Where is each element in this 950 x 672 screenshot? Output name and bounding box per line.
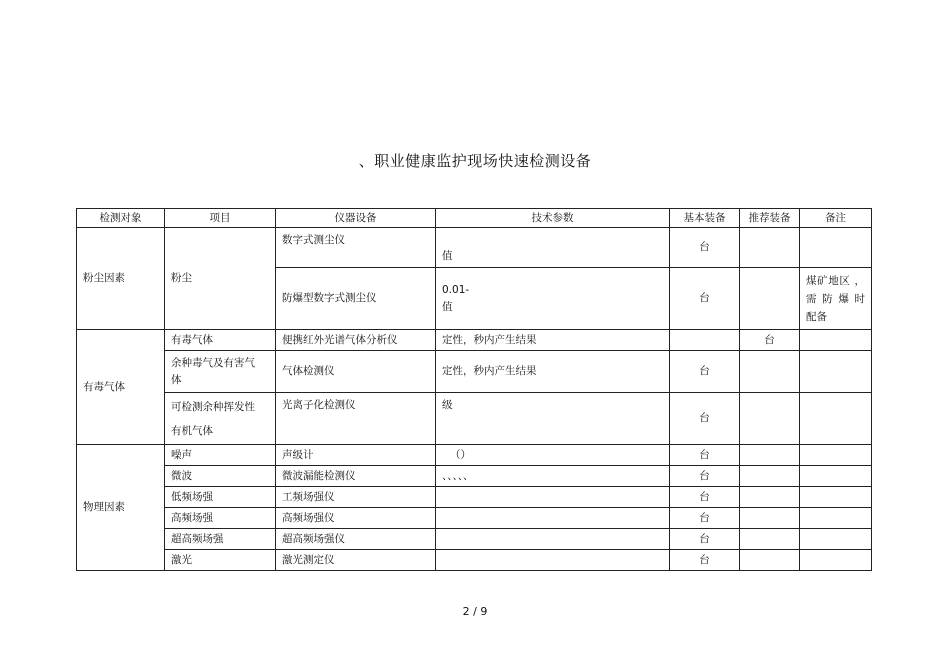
dust-device-2: 防爆型数字式测尘仪: [276, 268, 436, 330]
physical-recommended-3: [740, 487, 800, 508]
physical-basic-2: 台: [670, 466, 740, 487]
gas-device-2: 气体检测仪: [276, 351, 436, 393]
gas-basic-3: 台: [670, 393, 740, 445]
physical-recommended-4: [740, 508, 800, 529]
table-row: [77, 393, 872, 445]
header-note: 备注: [800, 209, 872, 228]
table-row: [77, 351, 872, 393]
table-row: [77, 466, 872, 487]
physical-recommended-6: [740, 550, 800, 571]
gas-item-1: 有毒气体: [165, 330, 276, 351]
gas-recommended-1: 台: [740, 330, 800, 351]
table-row: [77, 487, 872, 508]
header-recommended: 推荐装备: [740, 209, 800, 228]
physical-recommended-5: [740, 529, 800, 550]
header-device: 仪器设备: [276, 209, 436, 228]
physical-basic-1: 台: [670, 445, 740, 466]
dust-recommended-2: [740, 268, 800, 330]
dust-basic-2: 台: [670, 268, 740, 330]
gas-param-2: 定性，秒内产生结果: [436, 351, 670, 393]
table-row: [77, 228, 872, 268]
gas-basic-2: 台: [670, 351, 740, 393]
table-row: [77, 529, 872, 550]
dust-param-2-line1: 0.01-: [442, 283, 470, 296]
physical-recommended-1: [740, 445, 800, 466]
physical-note-3: [800, 487, 872, 508]
gas-object: 有毒气体: [77, 330, 165, 445]
physical-note-4: [800, 508, 872, 529]
gas-item-2-line2: 体: [171, 373, 182, 386]
header-params: 技术参数: [436, 209, 670, 228]
page-title: 、职业健康监护现场快速检测设备: [358, 152, 592, 170]
dust-note-2: [800, 268, 872, 330]
dust-device-1: 数字式测尘仪: [276, 228, 436, 268]
gas-item-2-line1: 余种毒气及有害气: [171, 356, 255, 369]
dust-param-1: [436, 228, 670, 268]
dust-item: 粉尘: [165, 228, 276, 330]
dust-recommended-1: [740, 228, 800, 268]
physical-note-5: [800, 529, 872, 550]
table-row: [77, 330, 872, 351]
dust-object: 粉尘因素: [77, 228, 165, 330]
physical-item-3: 低频场强: [165, 487, 276, 508]
physical-param-6: [436, 550, 670, 571]
physical-param-2: 、、、、、: [436, 466, 670, 487]
physical-note-6: [800, 550, 872, 571]
page-indicator: 2 / 9: [462, 605, 488, 618]
dust-param-1-line2: 值: [442, 250, 453, 262]
dust-note-line1: 煤矿地区 ，: [806, 274, 865, 287]
dust-param-2: [436, 268, 670, 330]
physical-device-5: 超高频场强仪: [276, 529, 436, 550]
gas-note-2: [800, 351, 872, 393]
physical-item-5: 超高频场强: [165, 529, 276, 550]
gas-recommended-2: [740, 351, 800, 393]
physical-note-1: [800, 445, 872, 466]
gas-device-3: 光离子化检测仪: [276, 393, 436, 445]
equipment-table: [76, 208, 872, 571]
physical-item-2: 微波: [165, 466, 276, 487]
physical-basic-5: 台: [670, 529, 740, 550]
physical-param-3: [436, 487, 670, 508]
physical-item-1: 噪声: [165, 445, 276, 466]
physical-param-1: （）: [436, 445, 670, 466]
dust-note-line2: 需 防 爆 时: [806, 292, 865, 305]
physical-device-4: 高频场强仪: [276, 508, 436, 529]
gas-item-3: [165, 393, 276, 445]
dust-note-line3: 配备: [806, 310, 827, 323]
gas-device-1: 便携红外光谱气体分析仪: [276, 330, 436, 351]
physical-basic-6: 台: [670, 550, 740, 571]
physical-item-4: 高频场强: [165, 508, 276, 529]
physical-param-4: [436, 508, 670, 529]
table-row: [77, 508, 872, 529]
gas-note-3: [800, 393, 872, 445]
table-row: [77, 550, 872, 571]
header-object: 检测对象: [77, 209, 165, 228]
gas-recommended-3: [740, 393, 800, 445]
physical-note-2: [800, 466, 872, 487]
dust-param-2-line2: 值: [442, 300, 453, 313]
physical-device-6: 激光测定仪: [276, 550, 436, 571]
dust-basic-1: 台: [670, 228, 740, 268]
table-row: [77, 445, 872, 466]
physical-object: 物理因素: [77, 445, 165, 571]
physical-basic-4: 台: [670, 508, 740, 529]
dust-note-1: [800, 228, 872, 268]
physical-param-5: [436, 529, 670, 550]
gas-item-2: [165, 351, 276, 393]
header-item: 项目: [165, 209, 276, 228]
physical-device-2: 微波漏能检测仪: [276, 466, 436, 487]
physical-device-1: 声级计: [276, 445, 436, 466]
gas-note-1: [800, 330, 872, 351]
physical-item-6: 激光: [165, 550, 276, 571]
gas-basic-1: [670, 330, 740, 351]
table-header-row: [77, 209, 872, 228]
gas-item-3-line1: 可检测余种挥发性: [171, 400, 255, 413]
physical-recommended-2: [740, 466, 800, 487]
gas-param-3: 级: [436, 393, 670, 445]
gas-param-1: 定性，秒内产生结果: [436, 330, 670, 351]
gas-item-3-line2: 有机气体: [171, 424, 213, 437]
physical-device-3: 工频场强仪: [276, 487, 436, 508]
header-basic: 基本装备: [670, 209, 740, 228]
physical-basic-3: 台: [670, 487, 740, 508]
